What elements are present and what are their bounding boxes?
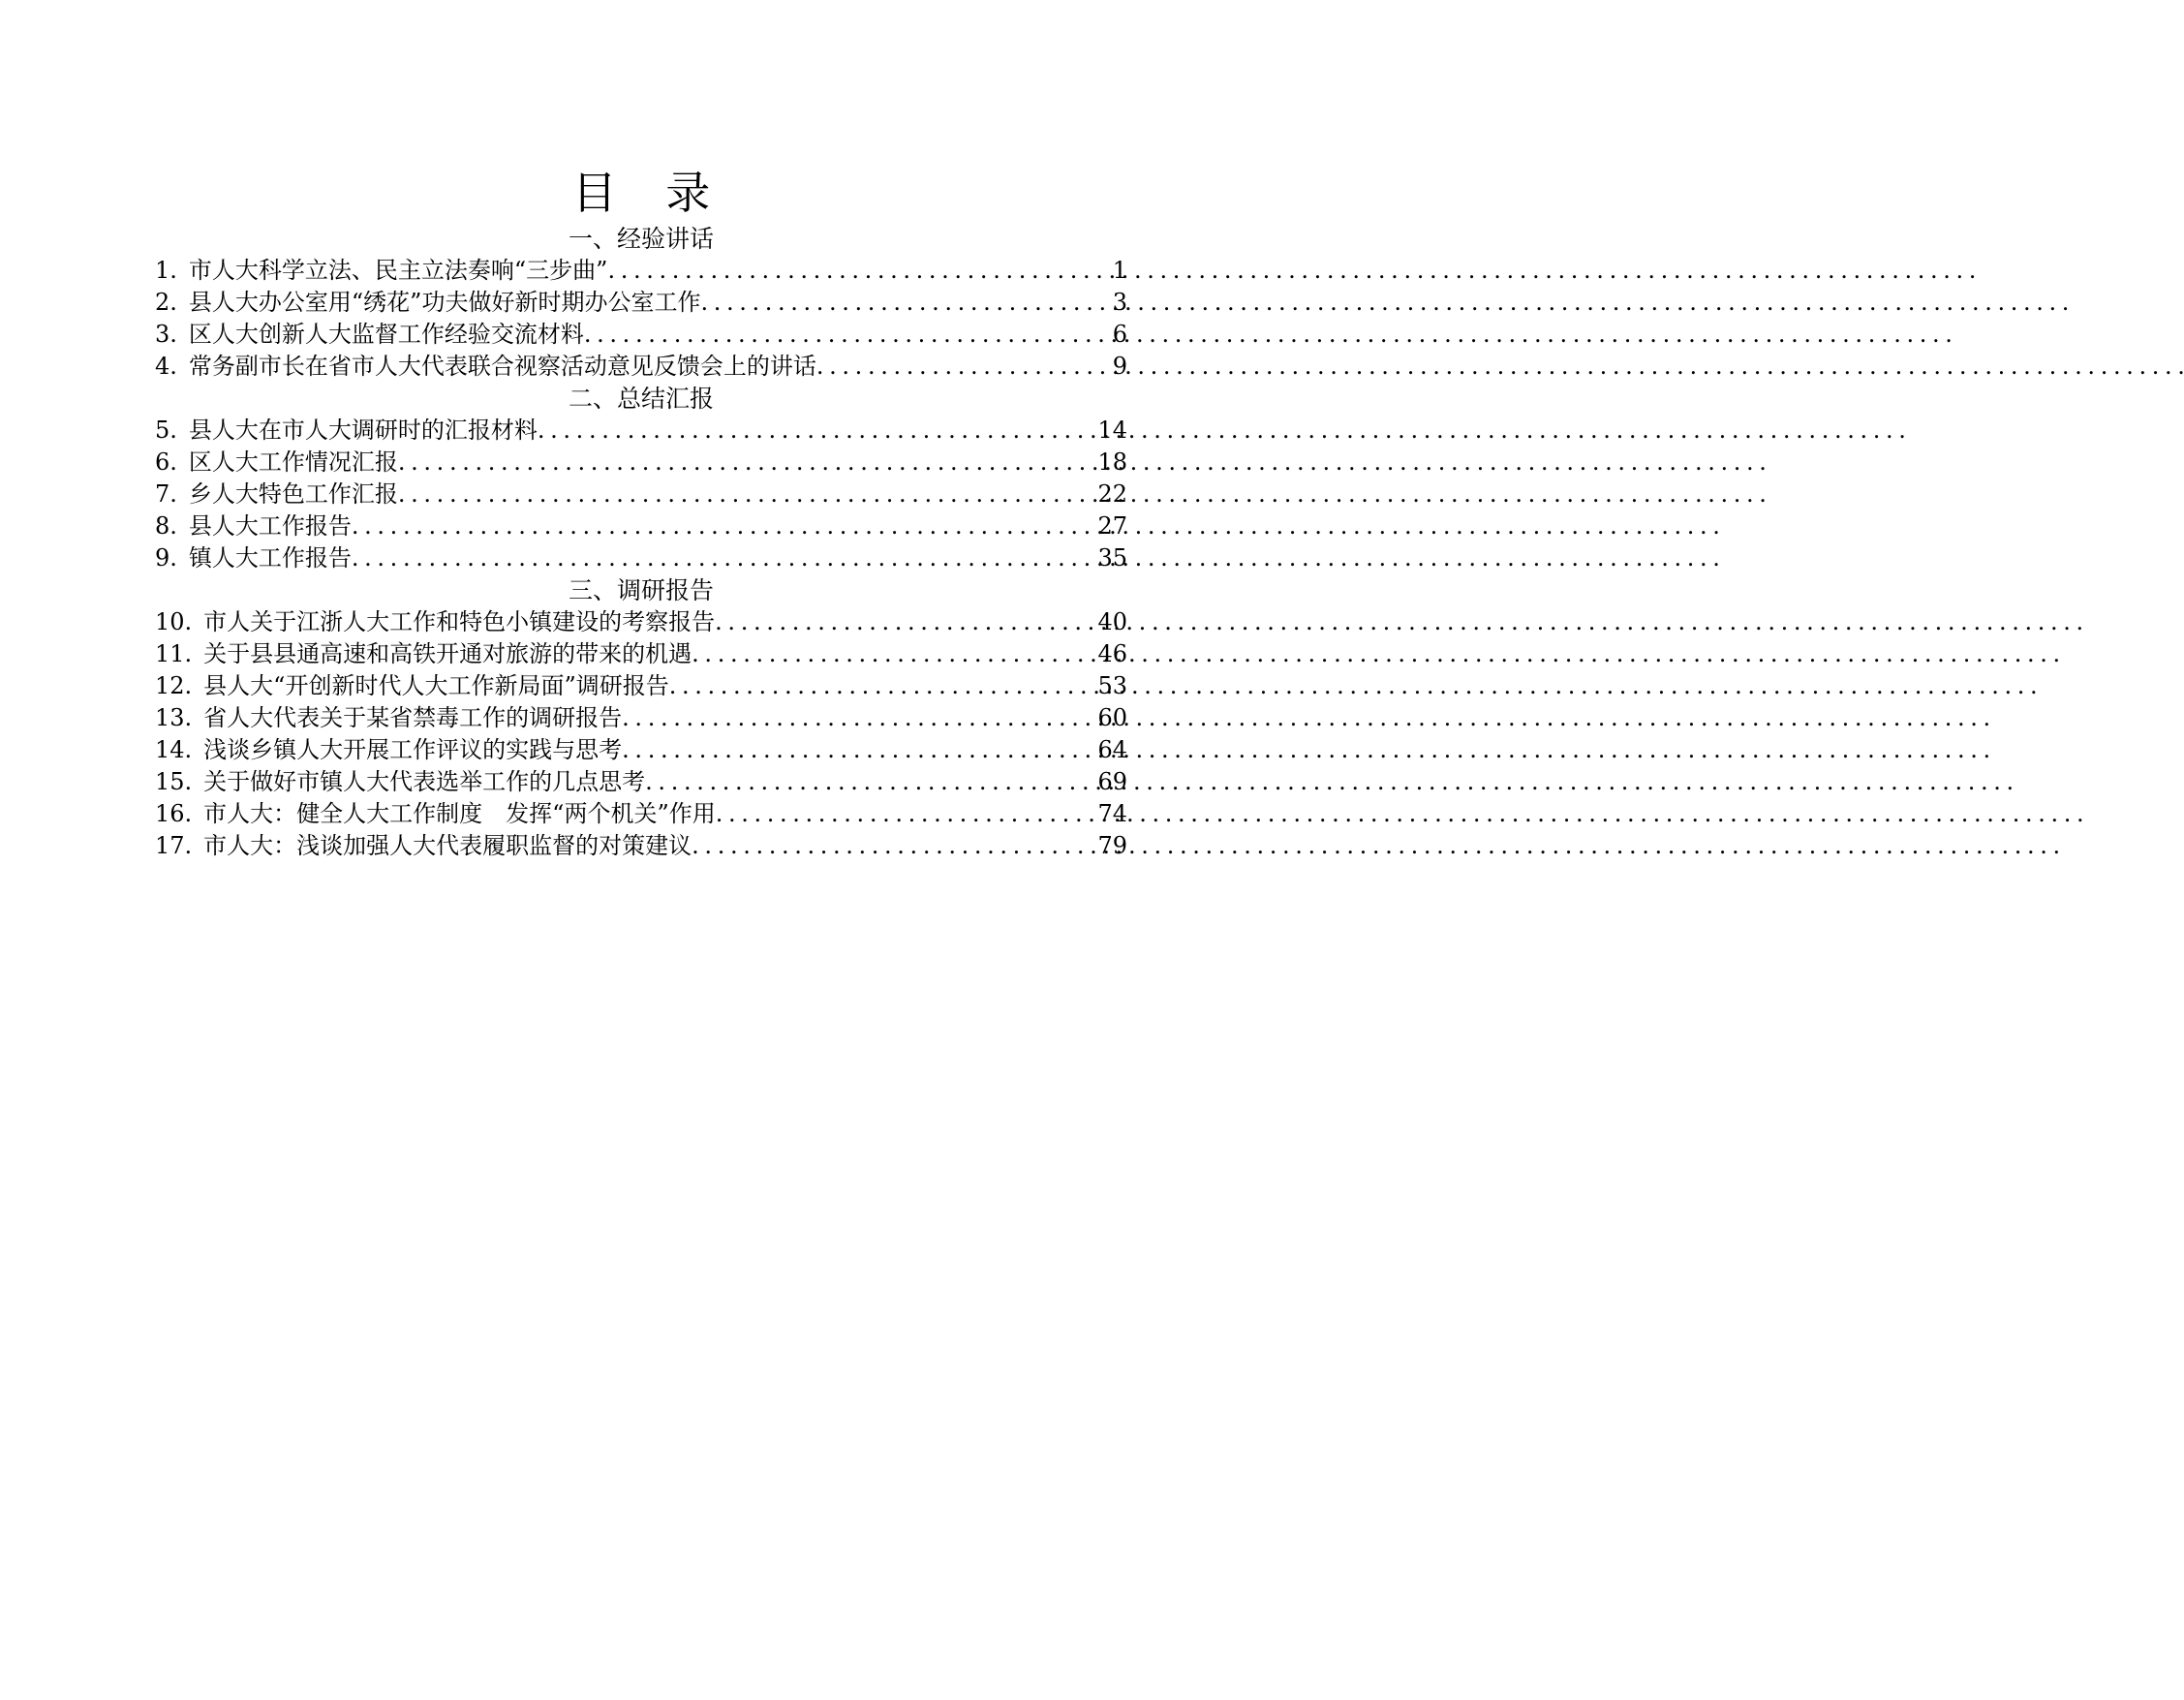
- toc-entry[interactable]: [155, 606, 1127, 638]
- entry-number: 12.: [155, 672, 193, 699]
- section-heading: 二、总结汇报: [568, 385, 714, 413]
- section-heading: 一、经验讲话: [568, 225, 714, 253]
- entry-title: 常务副市长在省市人大代表联合视察活动意见反馈会上的讲话: [188, 353, 816, 380]
- entry-page-number: 40: [1097, 608, 1127, 635]
- toc-entry[interactable]: [155, 670, 1127, 702]
- dot-leader: [669, 670, 1096, 702]
- entry-page-number: 46: [1097, 640, 1127, 667]
- entry-number: 14.: [155, 736, 193, 763]
- entry-number: 3.: [155, 321, 177, 348]
- toc-section-research-reports: [155, 574, 1127, 862]
- entry-number: 17.: [155, 832, 193, 859]
- toc-section-experience-speeches: [155, 223, 1127, 383]
- entry-number: 6.: [155, 448, 177, 476]
- entry-title: 关于做好市镇人大代表选举工作的几点思考: [203, 768, 646, 795]
- toc-entry[interactable]: [155, 766, 1127, 798]
- toc-list: [155, 415, 1127, 574]
- dot-leader: [692, 638, 1095, 670]
- entry-page-number: 64: [1097, 736, 1127, 763]
- entry-page-number: 9: [1112, 353, 1127, 380]
- toc-entry[interactable]: [155, 479, 1127, 510]
- entry-title: 镇人大工作报告: [188, 544, 352, 572]
- entry-page-number: 18: [1097, 448, 1127, 476]
- dot-leader: [538, 415, 1096, 447]
- entry-page-number: 1: [1112, 257, 1127, 284]
- entry-number: 5.: [155, 417, 177, 444]
- toc-entry[interactable]: [155, 542, 1127, 574]
- entry-number: 7.: [155, 480, 177, 508]
- toc-entry[interactable]: [155, 638, 1127, 670]
- entry-number: 4.: [155, 353, 177, 380]
- entry-title: 区人大工作情况汇报: [188, 448, 398, 476]
- toc-entry[interactable]: [155, 702, 1127, 734]
- entry-page-number: 60: [1097, 704, 1127, 731]
- toc-page: [155, 163, 1127, 862]
- toc-section-summary-reports: [155, 383, 1127, 574]
- entry-title: 县人大办公室用“绣花”功夫做好新时期办公室工作: [188, 289, 701, 316]
- entry-title: 市人大科学立法、民主立法奏响“三步曲”: [188, 257, 608, 284]
- toc-list: [155, 606, 1127, 862]
- toc-entry[interactable]: [155, 319, 1127, 351]
- dot-leader: [716, 798, 1096, 830]
- dot-leader: [398, 479, 1096, 510]
- toc-entry[interactable]: [155, 415, 1127, 447]
- toc-entry[interactable]: [155, 830, 1127, 862]
- entry-number: 16.: [155, 800, 193, 827]
- toc-entry[interactable]: [155, 255, 1127, 287]
- entry-title: 浅谈乡镇人大开展工作评议的实践与思考: [203, 736, 623, 763]
- dot-leader: [700, 287, 1110, 319]
- dot-leader: [607, 255, 1110, 287]
- entry-number: 2.: [155, 289, 177, 316]
- dot-leader: [584, 319, 1111, 351]
- entry-number: 13.: [155, 704, 193, 731]
- toc-entry[interactable]: [155, 287, 1127, 319]
- entry-page-number: 74: [1097, 800, 1127, 827]
- entry-page-number: 14: [1097, 417, 1127, 444]
- entry-number: 1.: [155, 257, 177, 284]
- entry-title: 关于县县通高速和高铁开通对旅游的带来的机遇: [203, 640, 692, 667]
- entry-page-number: 79: [1097, 832, 1127, 859]
- dot-leader: [352, 542, 1096, 574]
- entry-page-number: 27: [1097, 512, 1127, 540]
- toc-title: 目 录: [571, 167, 728, 219]
- dot-leader: [692, 830, 1095, 862]
- toc-entry[interactable]: [155, 447, 1127, 479]
- toc-entry[interactable]: [155, 734, 1127, 766]
- entry-page-number: 35: [1097, 544, 1127, 572]
- entry-page-number: 22: [1097, 480, 1127, 508]
- entry-page-number: 53: [1097, 672, 1127, 699]
- entry-number: 10.: [155, 608, 193, 635]
- entry-page-number: 69: [1097, 768, 1127, 795]
- entry-number: 9.: [155, 544, 177, 572]
- entry-title: 区人大创新人大监督工作经验交流材料: [188, 321, 584, 348]
- entry-title: 市人大：浅谈加强人大代表履职监督的对策建议: [203, 832, 692, 859]
- dot-leader: [715, 606, 1095, 638]
- entry-title: 县人大在市人大调研时的汇报材料: [188, 417, 538, 444]
- entry-title: 市人关于江浙人大工作和特色小镇建设的考察报告: [203, 608, 716, 635]
- entry-title: 乡人大特色工作汇报: [188, 480, 398, 508]
- dot-leader: [622, 734, 1095, 766]
- entry-title: 省人大代表关于某省禁毒工作的调研报告: [203, 704, 623, 731]
- entry-title: 县人大工作报告: [188, 512, 352, 540]
- toc-entry[interactable]: [155, 351, 1127, 383]
- toc-entry[interactable]: [155, 510, 1127, 542]
- entry-number: 11.: [155, 640, 193, 667]
- entry-page-number: 3: [1112, 289, 1127, 316]
- entry-page-number: 6: [1112, 321, 1127, 348]
- dot-leader: [622, 702, 1095, 734]
- section-heading: 三、调研报告: [568, 576, 714, 604]
- entry-title: 县人大“开创新时代人大工作新局面”调研报告: [203, 672, 669, 699]
- entry-number: 15.: [155, 768, 193, 795]
- dot-leader: [816, 351, 1111, 383]
- dot-leader: [398, 447, 1096, 479]
- toc-list: [155, 255, 1127, 383]
- dot-leader: [645, 766, 1095, 798]
- toc-entry[interactable]: [155, 798, 1127, 830]
- dot-leader: [352, 510, 1096, 542]
- entry-title: 市人大：健全人大工作制度 发挥“两个机关”作用: [203, 800, 716, 827]
- entry-number: 8.: [155, 512, 177, 540]
